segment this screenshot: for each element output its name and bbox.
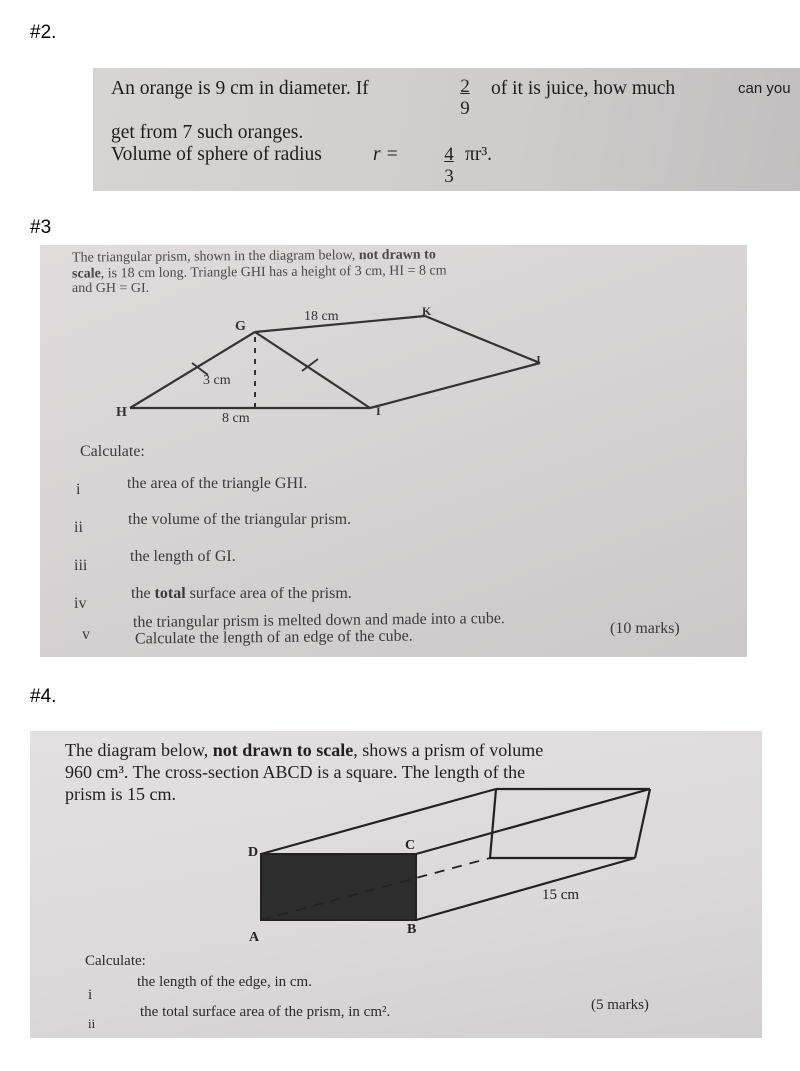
back-left-edge bbox=[490, 789, 496, 858]
question-2-photo bbox=[93, 68, 800, 191]
q2-line3-end: πr³. bbox=[465, 144, 493, 165]
q3-item-1-number: i bbox=[76, 481, 81, 498]
q4-line3: prism is 15 cm. bbox=[65, 784, 176, 804]
edge-c-top bbox=[416, 789, 650, 854]
q3-item-4-text bbox=[131, 585, 352, 603]
q4-item-1-text: the length of the edge, in cm. bbox=[137, 974, 312, 990]
fraction-numerator: 4 bbox=[444, 144, 454, 165]
edge-hg bbox=[130, 332, 255, 408]
q3-marks: (10 marks) bbox=[610, 620, 680, 637]
q3-item-2-number: ii bbox=[74, 519, 83, 536]
q2-fraction-4-3 bbox=[439, 144, 459, 188]
q2-line1-tail: can you bbox=[738, 80, 791, 97]
label-h: H bbox=[116, 405, 127, 420]
label-g: G bbox=[235, 319, 246, 334]
label-base-8cm: 8 cm bbox=[222, 411, 250, 426]
q3-intro-text2: , is 18 cm long. Triangle GHI has a height of 3 cm, HI = 8 cm bbox=[100, 263, 447, 282]
fraction-denominator: 3 bbox=[444, 166, 454, 187]
heading-question-2: #2. bbox=[30, 22, 57, 43]
label-length-15cm: 15 cm bbox=[542, 887, 580, 903]
heading-question-3: #3 bbox=[30, 217, 52, 238]
label-k: K bbox=[422, 304, 432, 318]
q2-line3-var: r = bbox=[373, 144, 399, 165]
q4-line1-end: , shows a prism of volume bbox=[353, 740, 544, 760]
q2-line1-end: of it is juice, how much bbox=[491, 78, 676, 99]
edge-ij bbox=[370, 363, 540, 408]
q3-item-3-text: the length of GI. bbox=[130, 548, 236, 565]
q3-intro-line3: and GH = GI. bbox=[72, 281, 150, 296]
q4-item-1-number: i bbox=[88, 987, 93, 1003]
label-d: D bbox=[248, 845, 259, 860]
q4-item-2-text: the total surface area of the prism, in cm². bbox=[140, 1004, 391, 1020]
edge-kj bbox=[425, 316, 540, 363]
q3-item-4-text-bold: total bbox=[154, 585, 186, 602]
cross-section-abcd bbox=[261, 854, 416, 920]
q3-item-1-text: the area of the triangle GHI. bbox=[127, 475, 308, 492]
q3-item-4-text-a: the bbox=[131, 585, 151, 602]
q3-intro-text: The triangular prism, shown in the diagram below, bbox=[71, 248, 356, 266]
label-a: A bbox=[249, 930, 260, 945]
q3-item-5-number: v bbox=[82, 626, 90, 643]
edge-b-bottom bbox=[416, 858, 635, 920]
label-c: C bbox=[405, 838, 416, 853]
q4-marks: (5 marks) bbox=[591, 997, 649, 1013]
q4-line1-start: The diagram below, bbox=[65, 740, 209, 760]
edge-gk bbox=[255, 316, 425, 332]
question-4-photo bbox=[30, 731, 762, 1038]
heading-question-4: #4. bbox=[30, 686, 57, 707]
back-right-edge bbox=[635, 789, 650, 858]
fraction-denominator: 9 bbox=[460, 98, 470, 119]
square-prism-diagram bbox=[30, 731, 762, 961]
triangular-prism-diagram bbox=[40, 245, 747, 445]
q3-item-4-text-b: surface area of the prism. bbox=[189, 585, 352, 602]
edge-d-top bbox=[261, 789, 496, 854]
label-i: I bbox=[376, 404, 381, 418]
q4-line2: 960 cm³. The cross-section ABCD is a square. The length of the bbox=[65, 762, 526, 782]
q2-line2: get from 7 such oranges. bbox=[111, 122, 304, 143]
q3-item-3-number: iii bbox=[74, 557, 88, 574]
q3-item-5-text-line2: Calculate the length of an edge of the cube. bbox=[134, 627, 413, 648]
label-b: B bbox=[407, 922, 417, 937]
fraction-numerator: 2 bbox=[460, 76, 470, 97]
question-3-photo bbox=[40, 245, 747, 657]
q3-item-2-text: the volume of the triangular prism. bbox=[128, 511, 352, 528]
edge-gi bbox=[255, 332, 370, 408]
q4-calculate-label: Calculate: bbox=[85, 953, 146, 969]
q4-item-2-number: ii bbox=[88, 1016, 96, 1031]
q2-line3-start: Volume of sphere of radius bbox=[111, 144, 322, 165]
q3-item-4-number: iv bbox=[74, 595, 87, 612]
q4-line1-bold: not drawn to scale bbox=[212, 740, 354, 760]
q3-intro-bold: not drawn to bbox=[358, 247, 436, 264]
q3-calculate-label: Calculate: bbox=[80, 443, 145, 460]
q2-fraction-2-9 bbox=[455, 76, 475, 120]
label-height-3cm: 3 cm bbox=[203, 373, 231, 388]
q3-item-5-text: the triangular prism is melted down and made into a cube. bbox=[132, 610, 505, 631]
q2-line1-start: An orange is 9 cm in diameter. If bbox=[111, 78, 369, 99]
q3-intro-bold2: scale bbox=[71, 266, 101, 282]
label-length-18cm: 18 cm bbox=[304, 309, 339, 324]
label-j: J bbox=[535, 354, 541, 366]
